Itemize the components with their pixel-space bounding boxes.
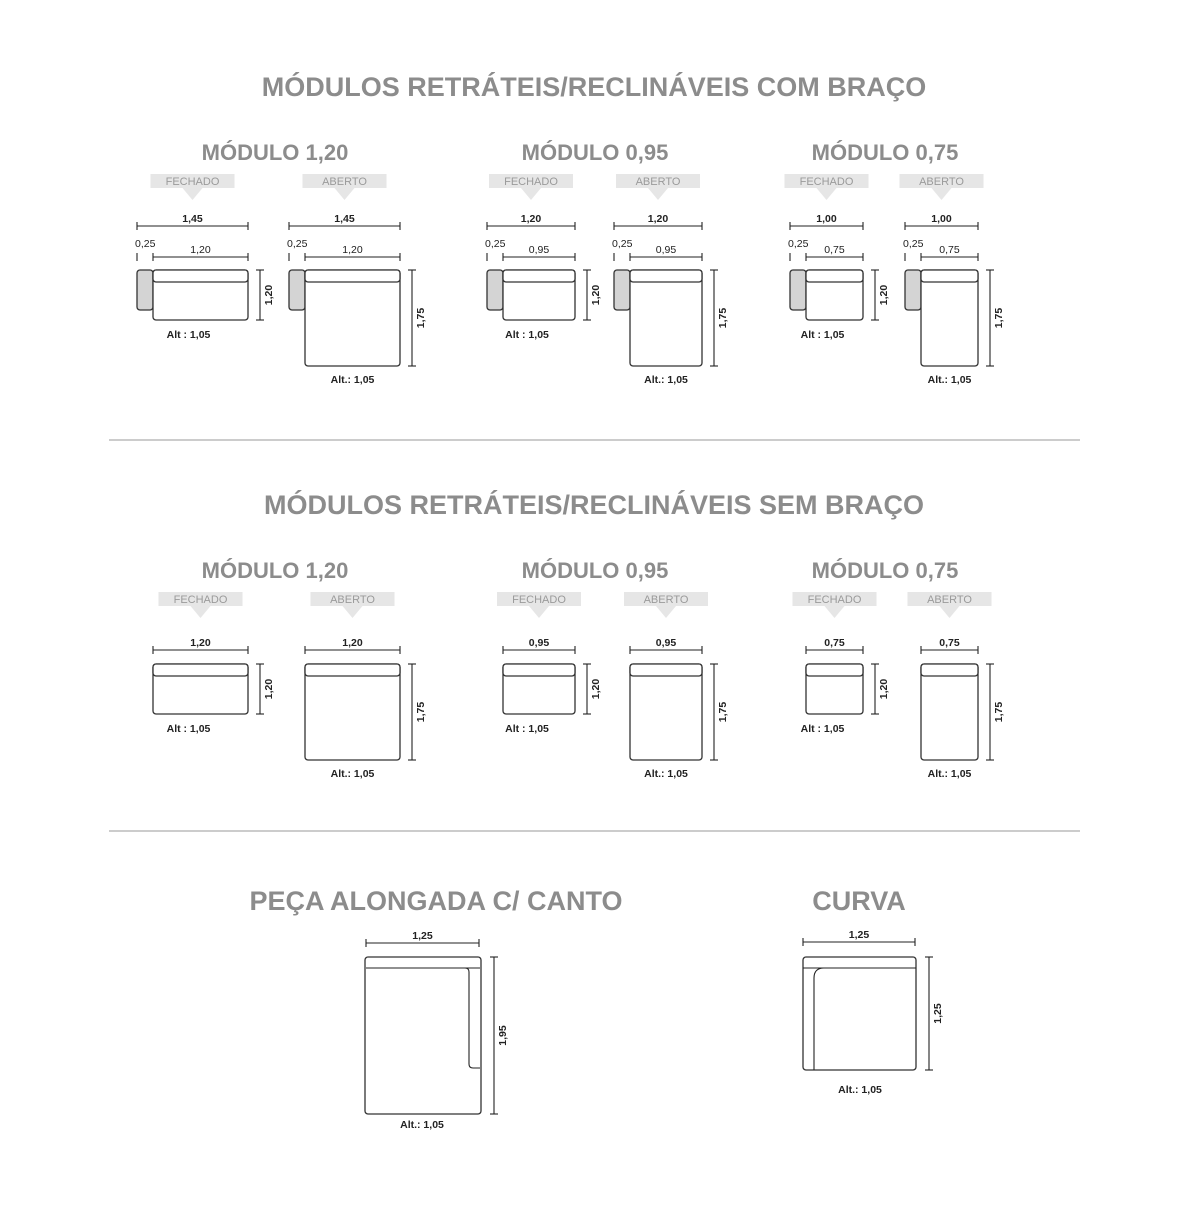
arm-width-label: 0,25: [788, 238, 809, 250]
open-badge: [311, 592, 395, 618]
arrow-badge-label: ABERTO: [927, 594, 972, 606]
dimension-label: 0,95: [655, 244, 677, 256]
dimension-label: 1,20: [190, 244, 211, 256]
dimension-label: 1,20: [590, 678, 602, 700]
dimension-label: 0,75: [824, 637, 845, 649]
module-title: MÓDULO 0,95: [521, 140, 669, 165]
backrest: [305, 270, 400, 282]
arrow-badge-label: FECHADO: [807, 594, 862, 606]
open-height-label: Alt.: 1,05: [927, 374, 972, 386]
dimension-label: 1,20: [190, 637, 211, 649]
dimension-label: 1,20: [342, 637, 363, 649]
closed-total-width: [153, 637, 248, 654]
closed-seat: [153, 664, 248, 714]
closed-total-width: [487, 213, 575, 230]
arm-width-label: 0,25: [903, 238, 924, 250]
module-title: MÓDULO 1,20: [201, 558, 349, 583]
closed-height-label: Alt : 1,05: [166, 329, 211, 341]
closed-depth: [256, 664, 275, 714]
arm-width-label: 0,25: [485, 238, 506, 250]
open-depth: [710, 664, 729, 760]
open-total-width: [289, 213, 400, 230]
closed-height-label: Alt : 1,05: [505, 329, 549, 341]
open-seat: [630, 664, 702, 760]
armrest: [905, 270, 921, 310]
closed-seat: [806, 270, 863, 320]
curve-title: CURVA: [812, 886, 906, 916]
seat-outline: [630, 270, 702, 366]
dimension-label: 1,20: [263, 284, 275, 306]
backrest: [630, 270, 702, 282]
dimension-label: 1,25: [848, 929, 870, 941]
arrow-badge-label: FECHADO: [799, 176, 854, 188]
module-title: MÓDULO 1,20: [201, 140, 349, 165]
closed-total-width: [806, 637, 863, 654]
open-depth: [986, 270, 1005, 366]
closed-badge: [785, 174, 869, 200]
open-depth: [986, 664, 1005, 760]
open-seat-width: [921, 244, 978, 261]
seat-outline: [921, 270, 978, 366]
open-height-label: Alt.: 1,05: [330, 768, 375, 780]
arrow-badge-label: ABERTO: [322, 176, 367, 188]
backrest: [806, 664, 863, 676]
dimension-label: 0,75: [939, 637, 960, 649]
open-total-width: [630, 637, 702, 654]
seat-outline: [305, 270, 400, 366]
arrow-badge-label: FECHADO: [512, 594, 566, 606]
dimension-label: 1,20: [263, 678, 275, 700]
open-seat-width: [305, 244, 400, 261]
open-badge: [624, 592, 708, 618]
dimension-label: 1,20: [878, 284, 890, 306]
closed-total-width: [790, 213, 863, 230]
closed-seat: [806, 664, 863, 714]
open-height-label: Alt.: 1,05: [927, 768, 972, 780]
open-depth: [408, 270, 427, 366]
dimension-label: 1,20: [647, 213, 669, 225]
armrest: [487, 270, 503, 310]
closed-depth: [871, 270, 890, 320]
armrest: [137, 270, 153, 310]
backrest: [921, 270, 978, 282]
arm-width-label: 0,25: [612, 238, 633, 250]
closed-depth: [583, 270, 602, 320]
dimension-label: 1,75: [415, 307, 427, 329]
open-total-width: [921, 637, 978, 654]
seat-outline: [630, 664, 702, 760]
open-seat: [305, 664, 400, 760]
seat-outline: [305, 664, 400, 760]
section-title: MÓDULOS RETRÁTEIS/RECLINÁVEIS COM BRAÇO: [261, 72, 927, 102]
closed-badge: [151, 174, 235, 200]
closed-height-label: Alt : 1,05: [166, 723, 211, 735]
dimension-label: 1,25: [412, 930, 433, 942]
open-badge: [900, 174, 984, 200]
closed-badge: [497, 592, 581, 618]
arm-width-label: 0,25: [287, 238, 308, 250]
open-seat: [921, 270, 978, 366]
curve-outline: [803, 957, 916, 1070]
armrest: [790, 270, 806, 310]
closed-seat: [503, 270, 575, 320]
closed-depth: [583, 664, 602, 714]
closed-seat: [503, 664, 575, 714]
elongated-height-label: Alt.: 1,05: [400, 1119, 444, 1131]
section-title: MÓDULOS RETRÁTEIS/RECLINÁVEIS SEM BRAÇO: [263, 490, 925, 520]
open-seat-width: [630, 244, 702, 261]
dimension-label: 1,95: [497, 1025, 509, 1046]
dimension-label: 1,45: [182, 213, 203, 225]
dimension-label: 0,95: [528, 637, 550, 649]
closed-badge: [793, 592, 877, 618]
closed-depth: [256, 270, 275, 320]
curve-width: [803, 929, 915, 946]
open-height-label: Alt.: 1,05: [330, 374, 375, 386]
arrow-badge-label: FECHADO: [504, 176, 558, 188]
elongated-piece-title: PEÇA ALONGADA C/ CANTO: [249, 886, 623, 916]
arrow-badge-label: ABERTO: [635, 176, 681, 188]
dimension-label: 0,95: [655, 637, 677, 649]
open-seat: [630, 270, 702, 366]
open-height-label: Alt.: 1,05: [644, 768, 688, 780]
arrow-badge-label: ABERTO: [919, 176, 964, 188]
open-total-width: [614, 213, 702, 230]
closed-total-width: [503, 637, 575, 654]
closed-height-label: Alt : 1,05: [800, 723, 845, 735]
closed-height-label: Alt : 1,05: [505, 723, 549, 735]
module-title: MÓDULO 0,95: [521, 558, 669, 583]
arm-width-label: 0,25: [135, 238, 156, 250]
module-title: MÓDULO 0,75: [811, 140, 959, 165]
backrest: [503, 664, 575, 676]
closed-seat: [153, 270, 248, 320]
closed-seat-width: [806, 244, 863, 261]
closed-badge: [159, 592, 243, 618]
backrest: [806, 270, 863, 282]
closed-height-label: Alt : 1,05: [800, 329, 845, 341]
open-badge: [616, 174, 700, 200]
open-seat: [305, 270, 400, 366]
open-depth: [408, 664, 427, 760]
module-title: MÓDULO 0,75: [811, 558, 959, 583]
backrest: [153, 270, 248, 282]
arrow-badge-label: ABERTO: [643, 594, 689, 606]
elongated-piece-shape: [365, 957, 481, 1114]
dimension-label: 1,20: [878, 678, 890, 700]
elongated-depth: [490, 957, 509, 1114]
dimension-label: 1,75: [415, 701, 427, 723]
dimension-label: 0,75: [824, 244, 845, 256]
open-height-label: Alt.: 1,05: [644, 374, 688, 386]
dimension-label: 0,95: [528, 244, 550, 256]
backrest: [305, 664, 400, 676]
armrest: [289, 270, 305, 310]
elongated-outline: [365, 957, 481, 1114]
armrest: [614, 270, 630, 310]
backrest: [153, 664, 248, 676]
arrow-badge-label: FECHADO: [173, 594, 228, 606]
dimension-label: 0,75: [939, 244, 960, 256]
dimension-label: 1,75: [993, 307, 1005, 329]
open-seat: [921, 664, 978, 760]
curve-depth: [925, 957, 944, 1070]
dimension-label: 1,75: [993, 701, 1005, 723]
backrest: [630, 664, 702, 676]
arrow-badge-label: FECHADO: [165, 176, 220, 188]
closed-depth: [871, 664, 890, 714]
backrest: [503, 270, 575, 282]
closed-seat-width: [153, 244, 248, 261]
open-total-width: [905, 213, 978, 230]
open-total-width: [305, 637, 400, 654]
curve-piece-shape: [803, 957, 916, 1070]
dimension-label: 1,45: [334, 213, 355, 225]
closed-seat-width: [503, 244, 575, 261]
dimension-label: 1,00: [931, 213, 952, 225]
dimension-label: 1,20: [590, 284, 602, 306]
dimension-label: 1,20: [520, 213, 542, 225]
dimension-label: 1,75: [717, 701, 729, 723]
closed-total-width: [137, 213, 248, 230]
dimension-label: 1,00: [816, 213, 837, 225]
curve-height-label: Alt.: 1,05: [838, 1084, 882, 1096]
dimension-label: 1,25: [932, 1003, 944, 1024]
closed-badge: [489, 174, 573, 200]
dimension-label: 1,20: [342, 244, 363, 256]
open-depth: [710, 270, 729, 366]
elongated-width: [366, 930, 479, 947]
seat-outline: [921, 664, 978, 760]
dimension-label: 1,75: [717, 307, 729, 329]
arrow-badge-label: ABERTO: [330, 594, 375, 606]
open-badge: [908, 592, 992, 618]
backrest: [921, 664, 978, 676]
open-badge: [303, 174, 387, 200]
